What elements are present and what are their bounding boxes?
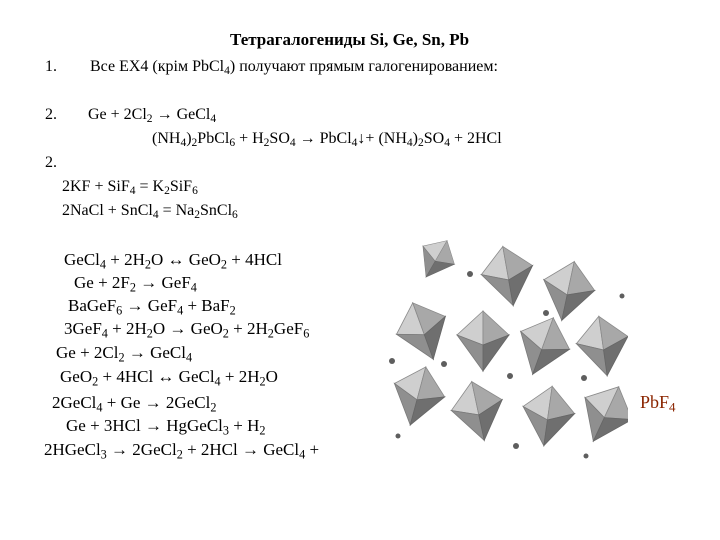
item-1-number: 1. [45, 58, 57, 75]
page-title: Тетрагалогениды Si, Ge, Sn, Pb [230, 30, 470, 49]
octahedra-illustration [378, 236, 628, 466]
figure-label: PbF$_4$ [640, 392, 676, 415]
ge-reaction: $3GeF_4 + 2H_2O \to GeO_2 + 2H_2GeF_6$ [64, 319, 310, 341]
ge-reaction: 2GeCl$_4$ + Ge → 2GeCl$_2$ [52, 393, 217, 415]
item-1-text: Все ЕХ4 (крім PbCl$_4$) получают прямым галогенированием: [90, 58, 498, 78]
ge-reaction: 2HGeCl$_3$ → 2GeCl$_2$ + 2HCl → GeCl$_4$ + [44, 440, 320, 462]
pbf4-crystal-structure-image [378, 236, 628, 466]
item-2-equation-1: $Ge + 2Cl_2$ → GeCl$_4$ [88, 106, 217, 126]
item-2-equation-2: $(NH_4)_2PbCl_6 + H_2SO_4$ → PbCl$_4$↓+ $(NH_4)_2SO_4 + 2HCl$ [152, 130, 502, 150]
item-3-equation-2: 2NaCl + SnCl$_4$ = $Na_2SnCl_6$ [62, 202, 238, 222]
item-2-number: 2. [45, 106, 57, 123]
ge-reaction: Ge + 3HCl → HgGeCl$_3$ + $H_2$ [66, 416, 266, 438]
ge-reaction: BaGeF$_6$ → GeF$_4$ + BaF$_2$ [68, 296, 236, 318]
item-3-number: 2. [45, 154, 57, 171]
ge-reaction: GeCl$_4$ + $2H_2O$ ↔ GeO$_2$ + 4HCl [64, 250, 282, 272]
ge-reaction: $Ge + 2Cl_2$ → GeCl$_4$ [56, 343, 193, 365]
ge-reaction: GeO$_2$ + 4HCl ↔ GeCl$_4$ + $2H_2O$ [60, 367, 278, 389]
ge-reaction: $Ge + 2F_2 \to GeF_4$ [74, 273, 197, 295]
item-3-equation-1: $2KF + SiF_4 = K_2SiF_6$ [62, 178, 198, 198]
